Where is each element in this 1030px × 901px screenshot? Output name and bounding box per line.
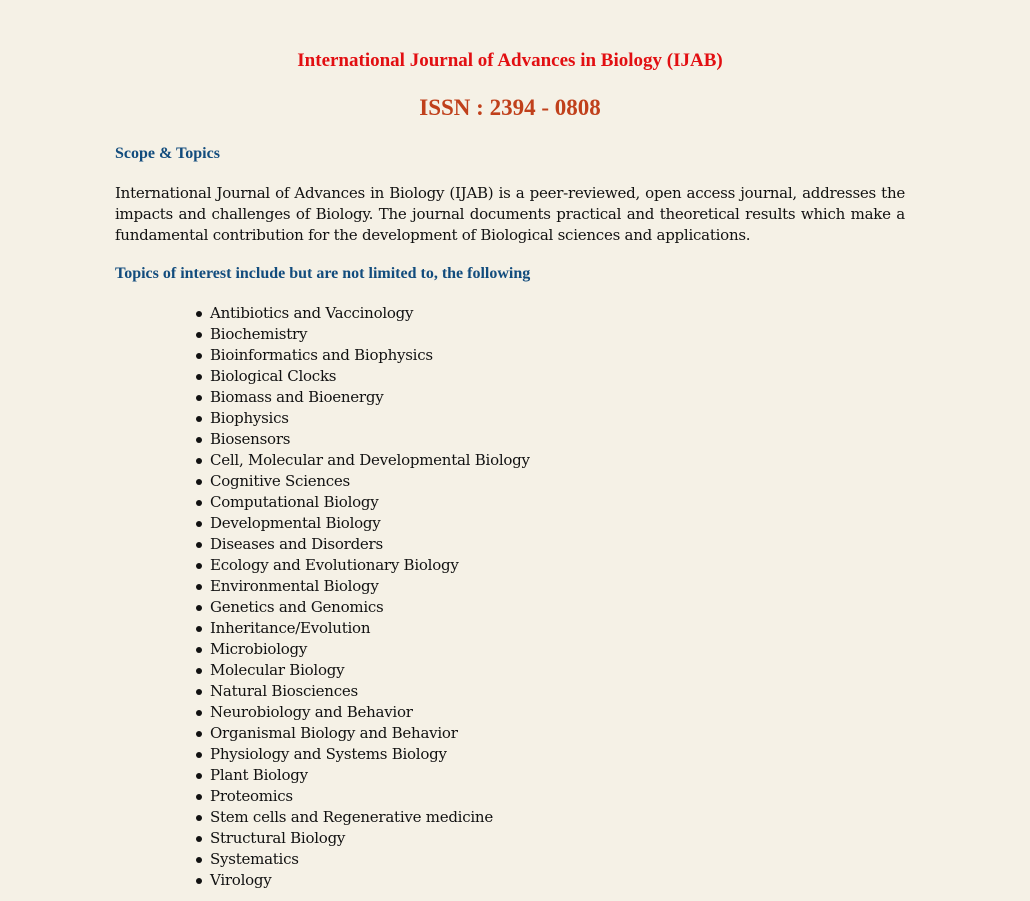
topic-label: Stem cells and Regenerative medicine: [210, 808, 493, 826]
topic-label: Physiology and Systems Biology: [210, 745, 447, 763]
bullet-icon: [196, 752, 202, 758]
bullet-icon: [196, 437, 202, 443]
bullet-icon: [196, 836, 202, 842]
bullet-icon: [196, 332, 202, 338]
topic-label: Natural Biosciences: [210, 682, 358, 700]
topic-label: Environmental Biology: [210, 577, 379, 595]
bullet-icon: [196, 689, 202, 695]
topic-list-item: [195, 492, 530, 513]
topic-label: Biosensors: [210, 430, 291, 448]
topic-list-item: [195, 870, 530, 891]
bullet-icon: [196, 521, 202, 527]
topic-list-item: [195, 639, 530, 660]
bullet-icon: [196, 311, 202, 317]
topic-label: Bioinformatics and Biophysics: [210, 346, 433, 364]
topic-list-item: [195, 576, 530, 597]
topic-list-item: [195, 366, 530, 387]
topic-list-item: [195, 618, 530, 639]
bullet-icon: [196, 773, 202, 779]
topics-heading: Topics of interest include but are not limited to, the following: [115, 265, 531, 282]
topic-label: Structural Biology: [210, 829, 346, 847]
topic-label: Inheritance/Evolution: [210, 619, 371, 637]
topic-label: Diseases and Disorders: [210, 535, 383, 553]
topic-label: Developmental Biology: [210, 514, 381, 532]
topic-list-item: [195, 765, 530, 786]
topic-label: Antibiotics and Vaccinology: [210, 304, 414, 322]
topic-label: Molecular Biology: [210, 661, 345, 679]
topic-label: Computational Biology: [210, 493, 379, 511]
topic-list-item: [195, 828, 530, 849]
topic-list-item: [195, 345, 530, 366]
bullet-icon: [196, 458, 202, 464]
topic-label: Cell, Molecular and Developmental Biology: [210, 451, 530, 469]
bullet-icon: [196, 542, 202, 548]
bullet-icon: [196, 374, 202, 380]
topic-list-item: [195, 681, 530, 702]
bullet-icon: [196, 395, 202, 401]
topic-list-item: [195, 450, 530, 471]
bullet-icon: [196, 500, 202, 506]
topic-label: Proteomics: [210, 787, 293, 805]
topic-list-item: [195, 702, 530, 723]
topic-list-item: [195, 597, 530, 618]
topic-list-item: [195, 807, 530, 828]
topic-label: Biological Clocks: [210, 367, 337, 385]
topic-label: Neurobiology and Behavior: [210, 703, 413, 721]
bullet-icon: [196, 731, 202, 737]
topic-label: Microbiology: [210, 640, 308, 658]
topic-list-item: [195, 660, 530, 681]
topic-list-item: [195, 324, 530, 345]
bullet-icon: [196, 584, 202, 590]
issn-number: ISSN : 2394 - 0808: [419, 95, 601, 120]
topic-list-item: [195, 387, 530, 408]
topic-list-item: [195, 471, 530, 492]
bullet-icon: [196, 710, 202, 716]
topic-list-item: [195, 555, 530, 576]
topic-label: Biochemistry: [210, 325, 308, 343]
topic-label: Virology: [210, 871, 272, 889]
scope-heading: Scope & Topics: [115, 145, 220, 162]
bullet-icon: [196, 857, 202, 863]
topic-list-item: [195, 534, 530, 555]
bullet-icon: [196, 626, 202, 632]
topic-label: Systematics: [210, 850, 299, 868]
bullet-icon: [196, 416, 202, 422]
topic-list-item: [195, 408, 530, 429]
topic-label: Genetics and Genomics: [210, 598, 384, 616]
topic-list-item: [195, 744, 530, 765]
topic-list-item: [195, 303, 530, 324]
topic-list: [195, 303, 530, 891]
bullet-icon: [196, 605, 202, 611]
topic-label: Biomass and Bioenergy: [210, 388, 384, 406]
topic-list-item: [195, 849, 530, 870]
topic-label: Ecology and Evolutionary Biology: [210, 556, 459, 574]
journal-title: International Journal of Advances in Biology (IJAB): [297, 50, 723, 71]
topic-label: Cognitive Sciences: [210, 472, 350, 490]
topic-label: Organismal Biology and Behavior: [210, 724, 458, 742]
topic-list-item: [195, 723, 530, 744]
scope-description: International Journal of Advances in Biology (IJAB) is a peer-reviewed, open access journal, addresses the impacts and challenges of Biology. The journal documents practical and theoretical results which make a fundamental contribution for the development of Biological sciences and applications.: [115, 184, 905, 244]
bullet-icon: [196, 563, 202, 569]
bullet-icon: [196, 647, 202, 653]
topic-label: Biophysics: [210, 409, 289, 427]
topic-label: Plant Biology: [210, 766, 308, 784]
topic-list-item: [195, 786, 530, 807]
topic-list-item: [195, 429, 530, 450]
topic-list-item: [195, 513, 530, 534]
bullet-icon: [196, 668, 202, 674]
bullet-icon: [196, 479, 202, 485]
bullet-icon: [196, 815, 202, 821]
bullet-icon: [196, 878, 202, 884]
bullet-icon: [196, 353, 202, 359]
bullet-icon: [196, 794, 202, 800]
